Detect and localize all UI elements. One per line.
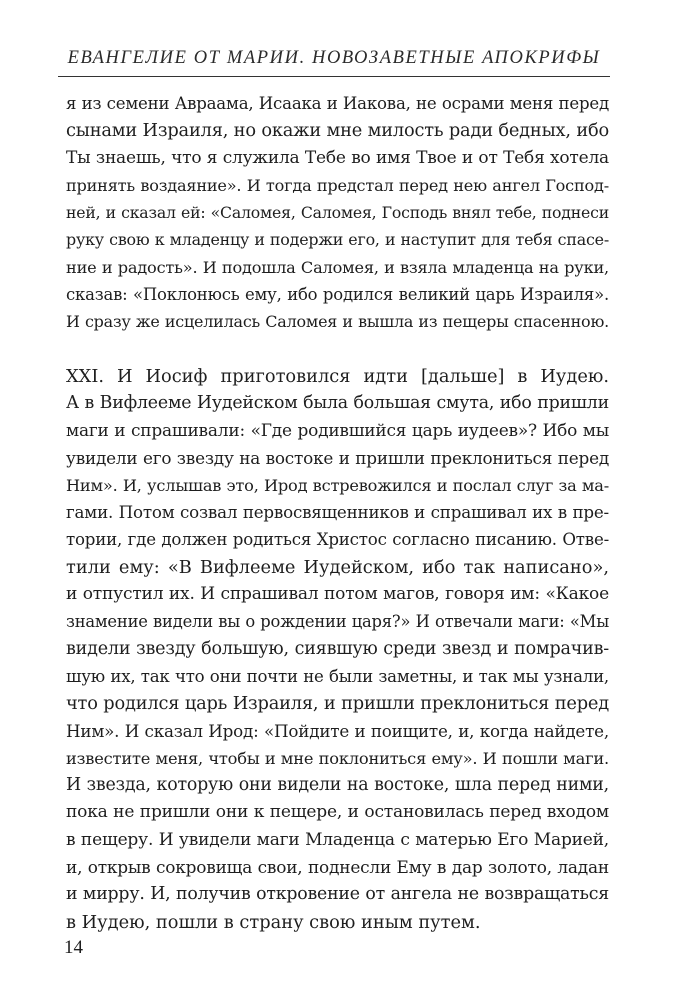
- text-line: ней, и сказал ей: «Саломея, Саломея, Господь внял тебе, поднеси: [66, 203, 609, 223]
- text-line: сынами Израиля, но окажи мне милость ради бедных, ибо: [66, 120, 609, 142]
- text-line: и мирру. И, получив откровение от ангела не возвращаться: [66, 884, 609, 905]
- text-line: Ты знаешь, что я служила Тебе во имя Твое и от Тебя хотела: [66, 147, 609, 168]
- text-line: ние и радость». И подошла Саломея, и взяла младенца на руки,: [66, 257, 609, 277]
- text-line: я из семени Авраама, Исаака и Иакова, не осрами меня перед: [66, 94, 609, 113]
- header-rule: [58, 76, 610, 77]
- text-line: Ним». И сказал Ирод: «Пойдите и поищите, и, когда найдете,: [66, 720, 609, 741]
- text-line: принять воздаяние». И тогда предстал перед нею ангел Господ-: [66, 175, 609, 195]
- text-line: И сразу же исцелилась Саломея и вышла из пещеры спасенною.: [66, 312, 609, 332]
- text-line: в пещеру. И увидели маги Младенца с матерью Его Марией,: [66, 829, 609, 850]
- text-line: пока не пришли они к пещере, и остановилась перед входом: [66, 802, 609, 823]
- text-line: И звезда, которую они видели на востоке, шла перед ними,: [66, 775, 609, 796]
- text-line: А в Вифлееме Иудейском была большая смута, ибо пришли: [66, 392, 609, 413]
- page-number: 14: [64, 937, 83, 958]
- text-line: маги и спрашивали: «Где родившийся царь иудеев»? Ибо мы: [66, 420, 609, 441]
- text-line: гами. Потом созвал первосвященников и спрашивал их в пре-: [66, 502, 609, 523]
- text-line: видели звезду большую, сиявшую среди звезд и помрачив-: [66, 638, 609, 659]
- text-line: Ним». И, услышав это, Ирод встревожился и послал слуг за ма-: [66, 475, 609, 495]
- paragraph-chapter-xxi: [66, 363, 609, 936]
- text-line: XXI. И Иосиф приготовился идти [дальше] в Иудею.: [66, 365, 609, 387]
- paragraph-salome: [66, 90, 609, 336]
- text-line: увидели его звезду на востоке и пришли преклониться перед: [66, 447, 609, 468]
- text-line: и отпустил их. И спрашивал потом магов, говоря им: «Какое: [66, 584, 609, 605]
- text-line: знамение видели вы о рождении царя?» И отвечали маги: «Мы: [66, 612, 609, 632]
- body-text: [66, 90, 609, 936]
- text-line: что родился царь Израиля, и пришли преклониться перед: [66, 693, 609, 715]
- text-line: руку свою к младенцу и подержи его, и наступит для тебя спасе-: [66, 230, 609, 250]
- text-line: тории, где должен родиться Христос согласно писанию. Отве-: [66, 530, 609, 550]
- text-line: сказав: «Поклонюсь ему, ибо родился великий царь Израиля».: [66, 285, 609, 305]
- text-line: и, открыв сокровища свои, поднесли Ему в дар золото, ладан: [66, 857, 609, 878]
- text-line: известите меня, чтобы и мне поклониться ему». И пошли маги.: [66, 748, 609, 768]
- running-title: ЕВАНГЕЛИЕ ОТ МАРИИ. НОВОЗАВЕТНЫЕ АПОКРИФЫ: [67, 48, 601, 68]
- text-line: в Иудею, пошли в страну свою иным путем.: [66, 911, 481, 933]
- text-line: шую их, так что они почти не были заметны, и так мы узнали,: [66, 666, 609, 686]
- text-line: тили ему: «В Вифлееме Иудейском, ибо так написано»,: [66, 556, 609, 578]
